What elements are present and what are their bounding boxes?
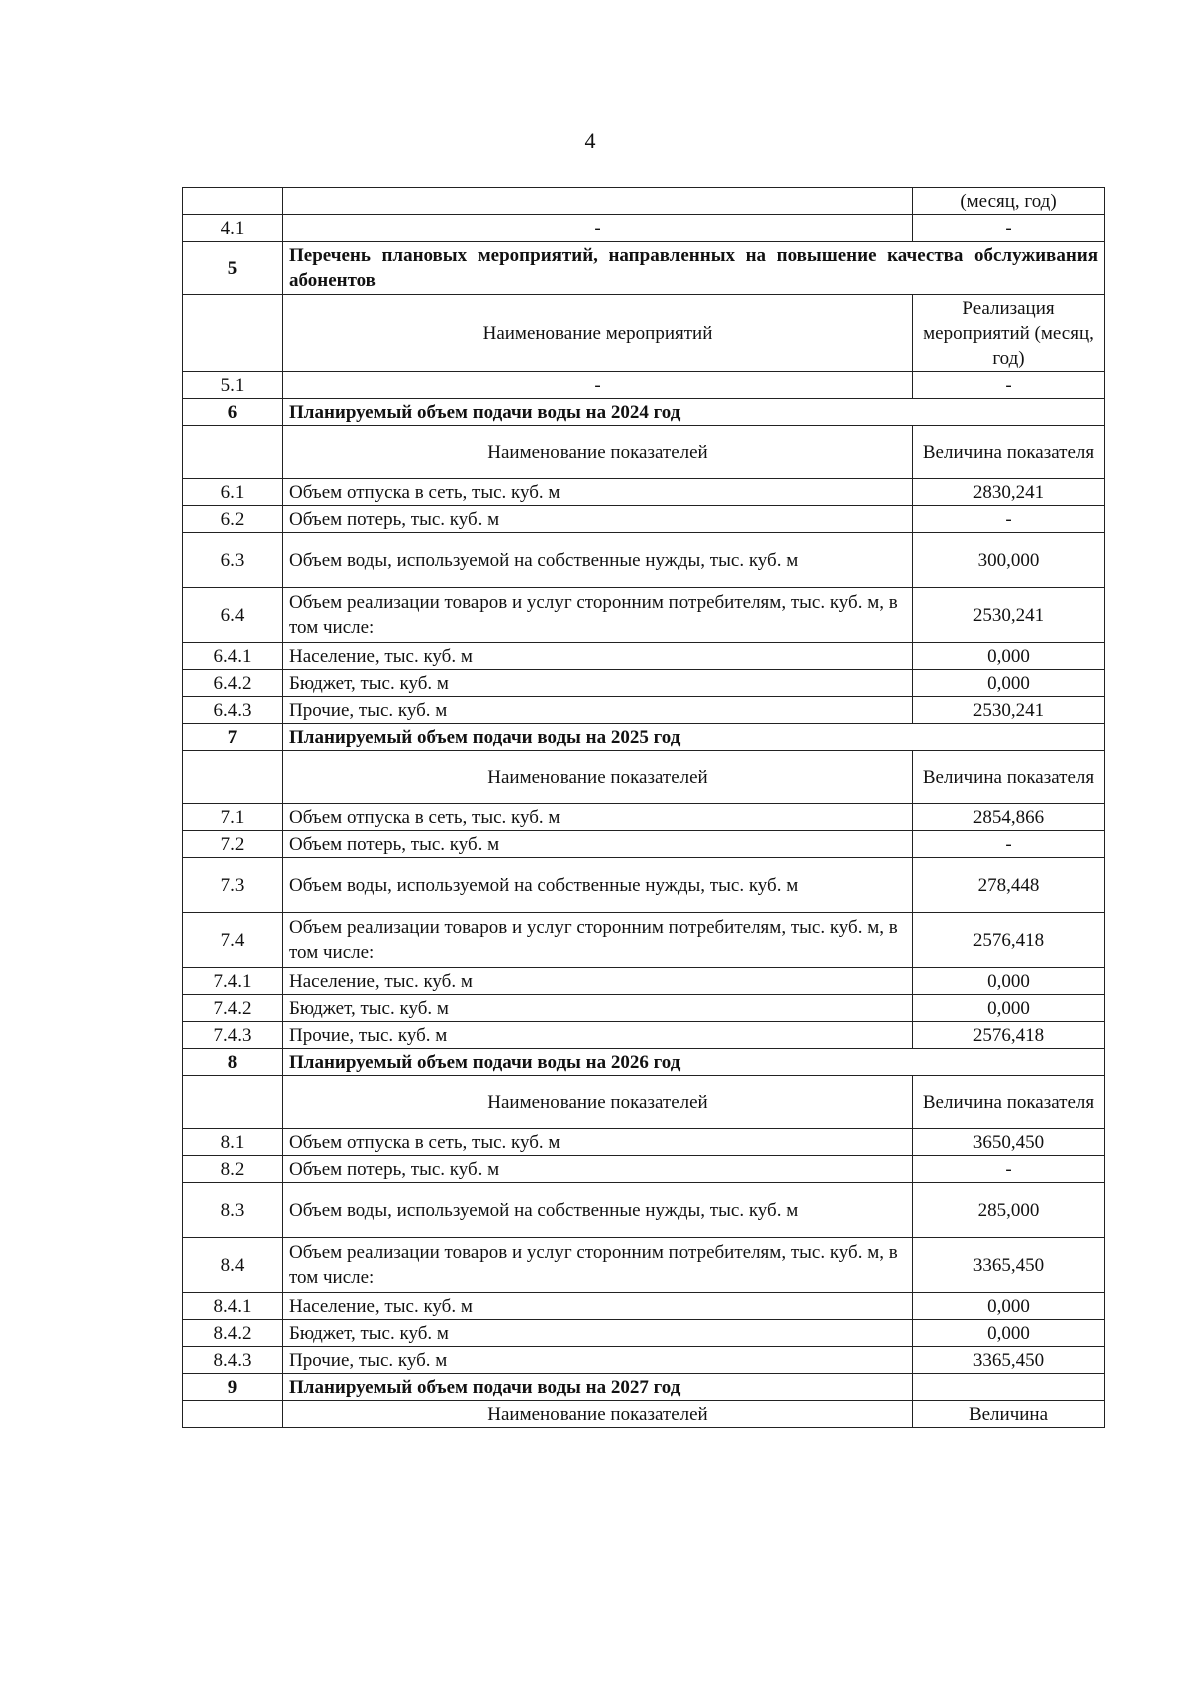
row-name: Прочие, тыс. куб. м [283, 697, 913, 724]
table-row [183, 1320, 1105, 1347]
row-number: 6.2 [183, 506, 283, 533]
row-number: 6.3 [183, 533, 283, 588]
row-value: 2854,866 [913, 804, 1105, 831]
row-number [183, 295, 283, 372]
row-name: Объем воды, используемой на собственные нужды, тыс. куб. м [283, 1183, 913, 1238]
row-value: - [913, 1156, 1105, 1183]
row-value: - [913, 506, 1105, 533]
table-row [183, 1129, 1105, 1156]
row-value: 2530,241 [913, 588, 1105, 643]
row-name: Объем потерь, тыс. куб. м [283, 506, 913, 533]
row-number: 6.4.1 [183, 643, 283, 670]
section-title: Планируемый объем подачи воды на 2027 год [283, 1374, 913, 1401]
table-row [183, 643, 1105, 670]
row-value: 278,448 [913, 858, 1105, 913]
row-number: 7.4.3 [183, 1022, 283, 1049]
page-number: 4 [584, 128, 596, 153]
row-name: Объем реализации товаров и услуг сторонним потребителям, тыс. куб. м, в том числе: [283, 588, 913, 643]
header-value: Величина показателя [913, 1076, 1105, 1129]
table-row [183, 831, 1105, 858]
header-name: Наименование показателей [283, 751, 913, 804]
row-value: 0,000 [913, 1320, 1105, 1347]
row-name: Объем воды, используемой на собственные нужды, тыс. куб. м [283, 858, 913, 913]
table-row [183, 1156, 1105, 1183]
row-number: 8.2 [183, 1156, 283, 1183]
table-row [183, 372, 1105, 399]
header-row [183, 1401, 1105, 1428]
row-value: (месяц, год) [913, 188, 1105, 215]
row-number: 6.4.3 [183, 697, 283, 724]
row-name: Бюджет, тыс. куб. м [283, 995, 913, 1022]
section-row [183, 399, 1105, 426]
header-value: Величина показателя [913, 751, 1105, 804]
header-row [183, 751, 1105, 804]
section-title: Перечень плановых мероприятий, направленных на повышение качества обслуживания абонентов [283, 242, 1105, 295]
row-number: 7.4.2 [183, 995, 283, 1022]
row-number: 8.4.1 [183, 1293, 283, 1320]
row-name: Объем потерь, тыс. куб. м [283, 831, 913, 858]
row-value: 2830,241 [913, 479, 1105, 506]
row-name: Объем воды, используемой на собственные нужды, тыс. куб. м [283, 533, 913, 588]
header-row [183, 295, 1105, 372]
table-row [183, 858, 1105, 913]
table-row [183, 995, 1105, 1022]
row-number [183, 1401, 283, 1428]
section-title: Планируемый объем подачи воды на 2024 год [283, 399, 1105, 426]
row-name: Объем реализации товаров и услуг сторонним потребителям, тыс. куб. м, в том числе: [283, 1238, 913, 1293]
header-name: Наименование мероприятий [283, 295, 913, 372]
row-number: 8.3 [183, 1183, 283, 1238]
row-number: 6.4 [183, 588, 283, 643]
row-value: 0,000 [913, 968, 1105, 995]
section-number: 8 [183, 1049, 283, 1076]
row-name: Прочие, тыс. куб. м [283, 1022, 913, 1049]
section-row [183, 1374, 1105, 1401]
row-value: 0,000 [913, 1293, 1105, 1320]
table-row [183, 670, 1105, 697]
row-number: 7.3 [183, 858, 283, 913]
table-row [183, 479, 1105, 506]
table-row [183, 215, 1105, 242]
row-number: 5.1 [183, 372, 283, 399]
section-number: 7 [183, 724, 283, 751]
row-number: 7.1 [183, 804, 283, 831]
table-row [183, 1293, 1105, 1320]
row-number: 7.4 [183, 913, 283, 968]
table-row [183, 1183, 1105, 1238]
row-number [183, 188, 283, 215]
row-value: 3365,450 [913, 1347, 1105, 1374]
row-number [183, 1076, 283, 1129]
row-value: - [913, 215, 1105, 242]
row-number: 4.1 [183, 215, 283, 242]
row-value: 0,000 [913, 995, 1105, 1022]
row-number: 8.4.2 [183, 1320, 283, 1347]
table-row [183, 188, 1105, 215]
row-name: Объем реализации товаров и услуг сторонним потребителям, тыс. куб. м, в том числе: [283, 913, 913, 968]
table-row [183, 533, 1105, 588]
row-name: Объем отпуска в сеть, тыс. куб. м [283, 804, 913, 831]
header-name: Наименование показателей [283, 426, 913, 479]
section-number: 9 [183, 1374, 283, 1401]
row-value: 0,000 [913, 643, 1105, 670]
section-row [183, 1049, 1105, 1076]
table-row [183, 804, 1105, 831]
table-row [183, 697, 1105, 724]
header-name: Наименование показателей [283, 1076, 913, 1129]
header-value: Величина [913, 1401, 1105, 1428]
row-number: 8.1 [183, 1129, 283, 1156]
row-value: 3365,450 [913, 1238, 1105, 1293]
row-name: Население, тыс. куб. м [283, 1293, 913, 1320]
row-name: Население, тыс. куб. м [283, 968, 913, 995]
row-number [183, 426, 283, 479]
row-number: 8.4 [183, 1238, 283, 1293]
header-value: Величина показателя [913, 426, 1105, 479]
row-name: - [283, 215, 913, 242]
section-number: 6 [183, 399, 283, 426]
section-title: Планируемый объем подачи воды на 2026 год [283, 1049, 1105, 1076]
row-name: Бюджет, тыс. куб. м [283, 1320, 913, 1347]
row-number: 7.4.1 [183, 968, 283, 995]
row-number: 6.1 [183, 479, 283, 506]
row-number: 6.4.2 [183, 670, 283, 697]
header-row [183, 426, 1105, 479]
row-value: - [913, 372, 1105, 399]
row-name: Объем отпуска в сеть, тыс. куб. м [283, 1129, 913, 1156]
header-value: Реализация мероприятий (месяц, год) [913, 295, 1105, 372]
row-value: 2576,418 [913, 913, 1105, 968]
row-value: 300,000 [913, 533, 1105, 588]
row-number: 8.4.3 [183, 1347, 283, 1374]
row-name: Население, тыс. куб. м [283, 643, 913, 670]
row-value: 2530,241 [913, 697, 1105, 724]
table-row [183, 1022, 1105, 1049]
row-value: - [913, 831, 1105, 858]
row-value: 3650,450 [913, 1129, 1105, 1156]
row-number: 7.2 [183, 831, 283, 858]
row-name: Бюджет, тыс. куб. м [283, 670, 913, 697]
table-row [183, 1238, 1105, 1293]
header-name: Наименование показателей [283, 1401, 913, 1428]
row-name: Объем потерь, тыс. куб. м [283, 1156, 913, 1183]
row-number [183, 751, 283, 804]
table-row [183, 1347, 1105, 1374]
header-row [183, 1076, 1105, 1129]
row-value [913, 1374, 1105, 1401]
row-value: 285,000 [913, 1183, 1105, 1238]
row-name: Объем отпуска в сеть, тыс. куб. м [283, 479, 913, 506]
row-name [283, 188, 913, 215]
section-title: Планируемый объем подачи воды на 2025 год [283, 724, 1105, 751]
table-row [183, 506, 1105, 533]
row-value: 2576,418 [913, 1022, 1105, 1049]
row-name: Прочие, тыс. куб. м [283, 1347, 913, 1374]
section-number: 5 [183, 242, 283, 295]
water-supply-table [182, 187, 1105, 1428]
table-row [183, 968, 1105, 995]
table-row [183, 913, 1105, 968]
section-row [183, 724, 1105, 751]
row-name: - [283, 372, 913, 399]
table-row [183, 588, 1105, 643]
section-row [183, 242, 1105, 295]
row-value: 0,000 [913, 670, 1105, 697]
